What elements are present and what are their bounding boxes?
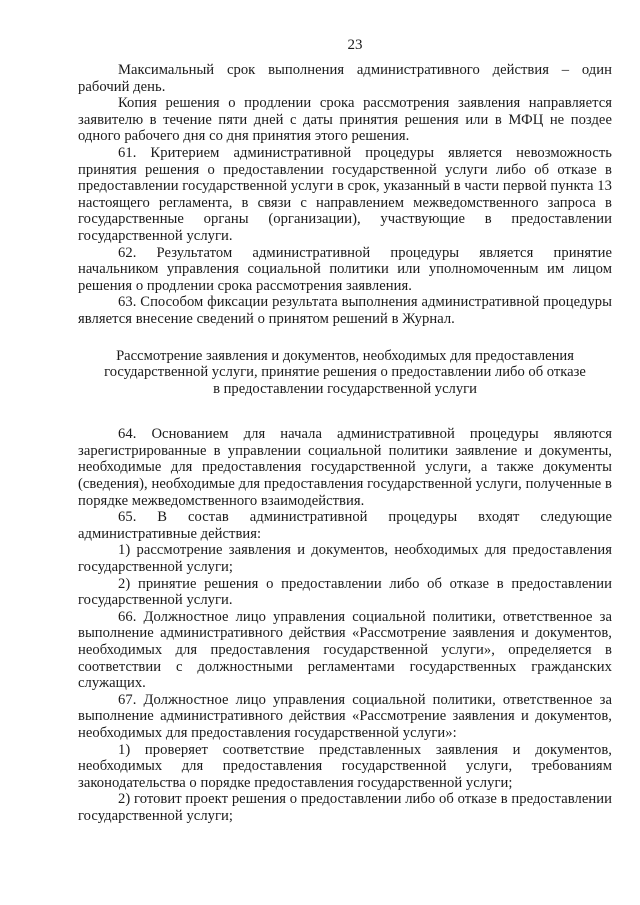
body-text-after-heading <box>78 426 612 824</box>
section-heading-line-3: в предоставлении государственной услуги <box>213 380 477 397</box>
paragraph-67: 67. Должностное лицо управления социальной политики, ответственное за выполнение административного действия «Рассмотрение заявления и документов, необходимых для предоставления государственной услуги»: <box>78 691 612 741</box>
section-heading-line-1: Рассмотрение заявления и документов, необходимых для предоставления <box>116 347 574 364</box>
paragraph-62: 62. Результатом административной процедуры является принятие начальником управления социальной политики или уполномоченным им лицом решения о продлении срока рассмотрения заявления. <box>78 244 612 294</box>
paragraph-65-item-2: 2) принятие решения о предоставлении либо об отказе в предоставлении государственной услуги. <box>78 575 612 609</box>
paragraph-61: 61. Критерием административной процедуры является невозможность принятия решения о предоставлении государственной услуги либо об отказе в предоставлении государственной услуги в срок, указанный в части первой пункта 13 настоящего регламента, в связи с направлением межведомственного запроса в государственные органы (организации), участвующие в предоставлении государственной услуги. <box>78 144 612 244</box>
paragraph-decision-copy: Копия решения о продлении срока рассмотрения заявления направляется заявителю в течение пяти дней с даты принятия решения или в МФЦ не поздее одного рабочего дня со дня принятия этого решения. <box>78 95 612 145</box>
section-heading-line-2: государственной услуги, принятие решения о предоставлении либо об отказе <box>104 364 586 381</box>
paragraph-66: 66. Должностное лицо управления социальной политики, ответственное за выполнение административного действия «Рассмотрение заявления и документов, необходимых для предоставления государственной услуги», определяется в соответствии с должностными регламентами государственных гражданских служащих. <box>78 608 612 692</box>
body-text-before-heading <box>78 62 612 328</box>
paragraph-65: 65. В состав административной процедуры входят следующие административные действия: <box>78 509 612 542</box>
section-heading <box>78 348 612 398</box>
paragraph-67-item-1: 1) проверяет соответствие представленных заявления и документов, необходимых для предоставления государственной услуги, требованиям законодательства о порядке предоставления государственной услуги; <box>78 741 612 791</box>
paragraph-max-term: Максимальный срок выполнения административного действия – один рабочий день. <box>78 62 612 95</box>
page-number: 23 <box>347 37 363 53</box>
paragraph-67-item-2: 2) готовит проект решения о предоставлении либо об отказе в предоставлении государственной услуги; <box>78 791 612 824</box>
paragraph-63: 63. Способом фиксации результата выполнения административной процедуры является внесение сведений о принятом решений в Журнал. <box>78 294 612 327</box>
paragraph-64: 64. Основанием для начала административной процедуры являются зарегистрированные в управлении социальной политики заявление и документы, необходимые для предоставления государственной услуги, а также документы (сведения), необходимые для предоставления государственной услуги, полученные в порядке межведомственного взаимодействия. <box>78 426 612 509</box>
paragraph-65-item-1: 1) рассмотрение заявления и документов, необходимых для предоставления государственной услуги; <box>78 542 612 576</box>
